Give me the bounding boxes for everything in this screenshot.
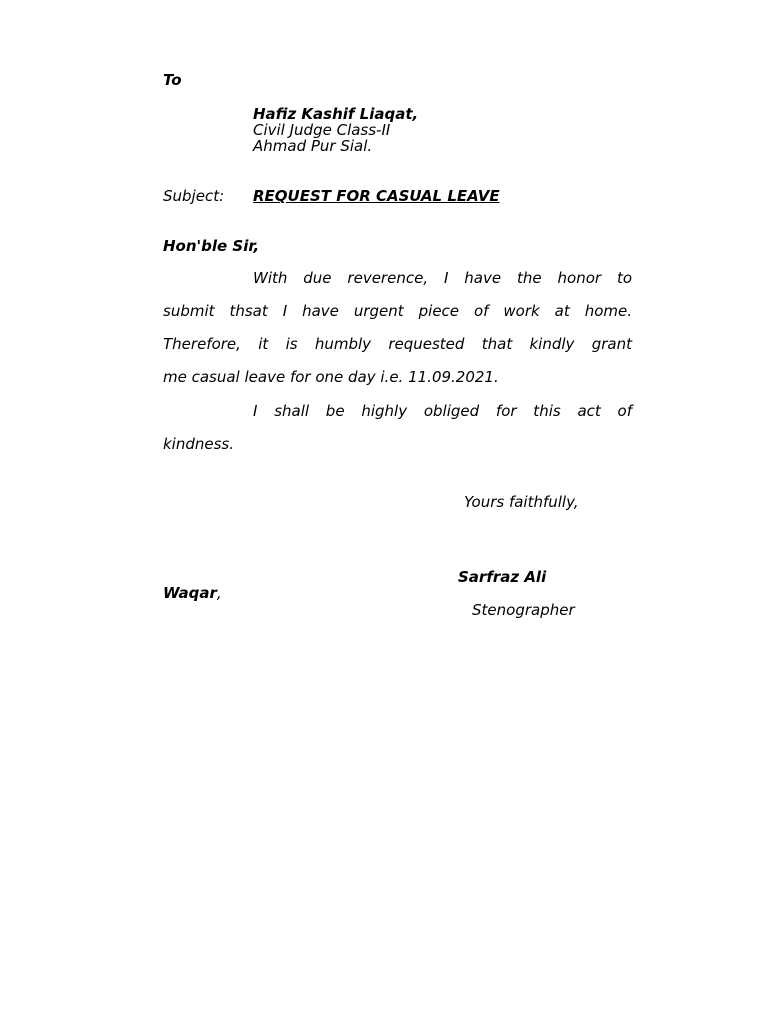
paragraph-line: Therefore, it is humbly requested that kindly grant <box>163 335 632 353</box>
recipient-place: Ahmad Pur Sial. <box>253 137 373 155</box>
body-paragraph-1 <box>163 262 632 394</box>
recipient-title: Civil Judge Class-II <box>253 121 391 139</box>
signatory-designation: Stenographer <box>472 601 575 619</box>
signatory-name-first: Sarfraz Ali <box>458 568 547 586</box>
signatory-name-last <box>163 585 222 602</box>
to-label: To <box>163 71 182 89</box>
subject-label: Subject: <box>163 187 225 205</box>
paragraph-line: submit thsat I have urgent piece of work at home. <box>163 302 632 320</box>
paragraph-line: With due reverence, I have the honor to <box>253 269 632 287</box>
paragraph-line: kindness. <box>163 435 235 453</box>
paragraph-line: I shall be highly obliged for this act of <box>253 402 632 420</box>
subject-text: REQUEST FOR CASUAL LEAVE <box>253 187 500 205</box>
recipient-name: Hafiz Kashif Liaqat, <box>253 105 419 123</box>
body-paragraph-2 <box>163 395 632 461</box>
salutation: Hon'ble Sir, <box>163 237 260 255</box>
signatory-surname: Waqar <box>163 584 217 602</box>
closing: Yours faithfully, <box>464 493 579 511</box>
paragraph-line: me casual leave for one day i.e. 11.09.2021. <box>163 368 499 386</box>
signatory-name-comma: , <box>216 584 222 602</box>
